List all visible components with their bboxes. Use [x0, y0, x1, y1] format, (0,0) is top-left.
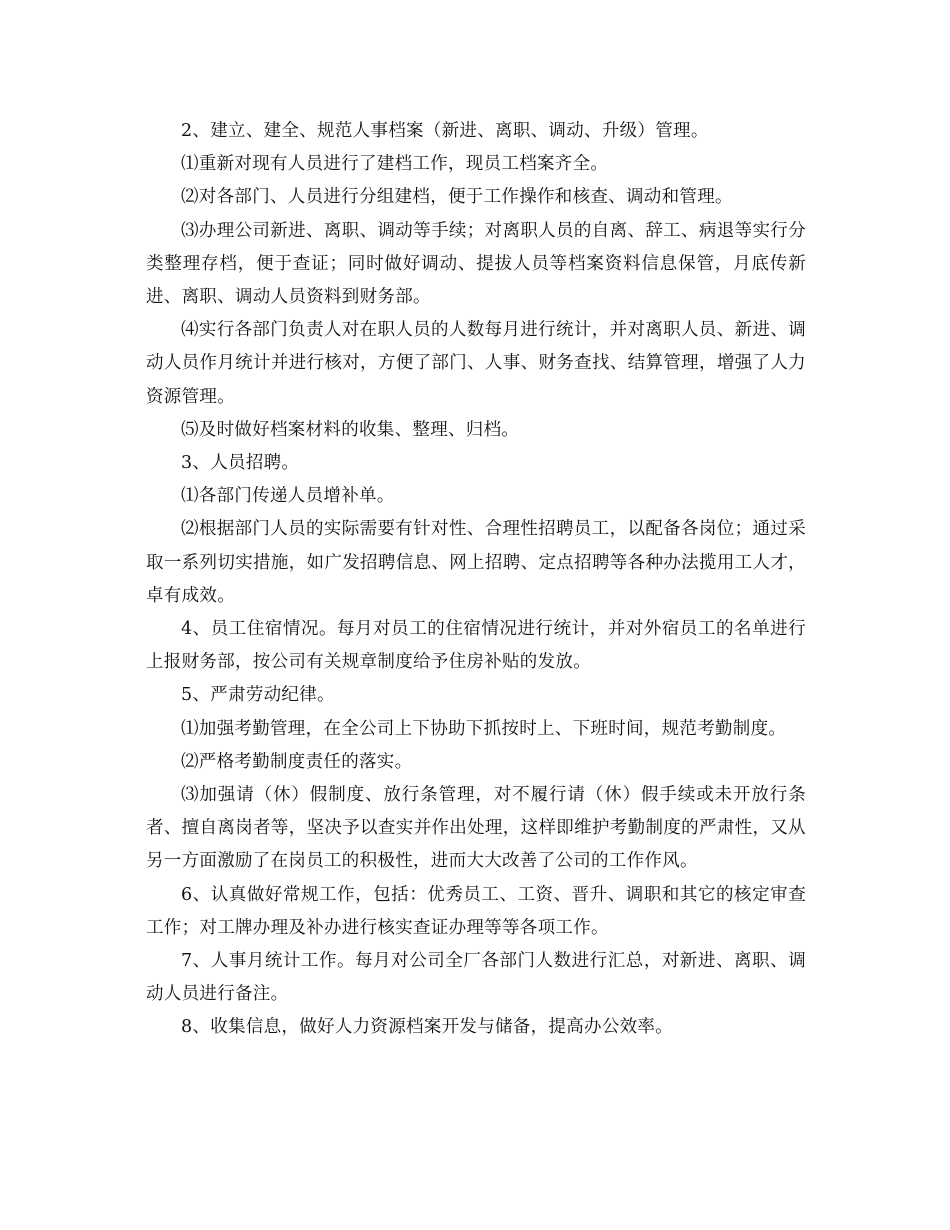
paragraph-discipline-item-3: ⑶加强请（休）假制度、放行条管理，对不履行请（休）假手续或未开放行条者、擅自离岗者等，坚决予以查实并作出处理，这样即维护考勤制度的严肃性，又从另一方面激励了在岗员工的积极性，进而大大改善了公司的工作作风。	[146, 785, 806, 872]
paragraph-recruitment-item-2: ⑵根据部门人员的实际需要有针对性、合理性招聘员工，以配备各岗位；通过采取一系列切实措施，如广发招聘信息、网上招聘、定点招聘等各种办法揽用工人才，卓有成效。	[146, 519, 806, 606]
paragraph-accommodation: 4、员工住宿情况。每月对员工的住宿情况进行统计，并对外宿员工的名单进行上报财务部，按公司有关规章制度给予住房补贴的发放。	[146, 619, 806, 673]
paragraph-discipline-item-1: ⑴加强考勤管理，在全公司上下协助下抓按时上、下班时间，规范考勤制度。	[181, 718, 787, 739]
paragraph-archive-item-1: ⑴重新对现有人员进行了建档工作，现员工档案齐全。	[181, 154, 609, 175]
paragraph-monthly-statistics: 7、人事月统计工作。每月对公司全厂各部门人数进行汇总，对新进、离职、调动人员进行备注。	[146, 951, 806, 1005]
paragraph-routine-work: 6、认真做好常规工作，包括：优秀员工、工资、晋升、调职和其它的核定审查工作；对工牌办理及补办进行核实查证办理等等各项工作。	[146, 884, 806, 938]
paragraph-archive-item-2: ⑵对各部门、人员进行分组建档，便于工作操作和核查、调动和管理。	[181, 187, 733, 208]
paragraph-discipline-item-2: ⑵严格考勤制度责任的落实。	[181, 751, 413, 772]
paragraph-labor-discipline: 5、严肃劳动纪律。	[181, 685, 335, 706]
paragraph-recruitment-item-1: ⑴各部门传递人员增补单。	[181, 486, 395, 507]
document-body	[146, 115, 806, 1045]
paragraph-recruitment: 3、人员招聘。	[181, 453, 300, 474]
paragraph-archive-management: 2、建立、建全、规范人事档案（新进、离职、调动、升级）管理。	[181, 121, 709, 141]
paragraph-archive-item-4: ⑷实行各部门负责人对在职人员的人数每月进行统计，并对离职人员、新进、调动人员作月统计并进行核对，方便了部门、人事、财务查找、结算管理，增强了人力资源管理。	[146, 320, 806, 407]
paragraph-archive-item-3: ⑶办理公司新进、离职、调动等手续；对离职人员的自离、辞工、病退等实行分类整理存档，便于查证；同时做好调动、提拔人员等档案资料信息保管，月底传新进、离职、调动人员资料到财务部。	[146, 220, 806, 308]
paragraph-archive-item-5: ⑸及时做好档案材料的收集、整理、归档。	[181, 419, 520, 440]
paragraph-information-collection: 8、收集信息，做好人力资源档案开发与储备，提高办公效率。	[181, 1017, 674, 1038]
